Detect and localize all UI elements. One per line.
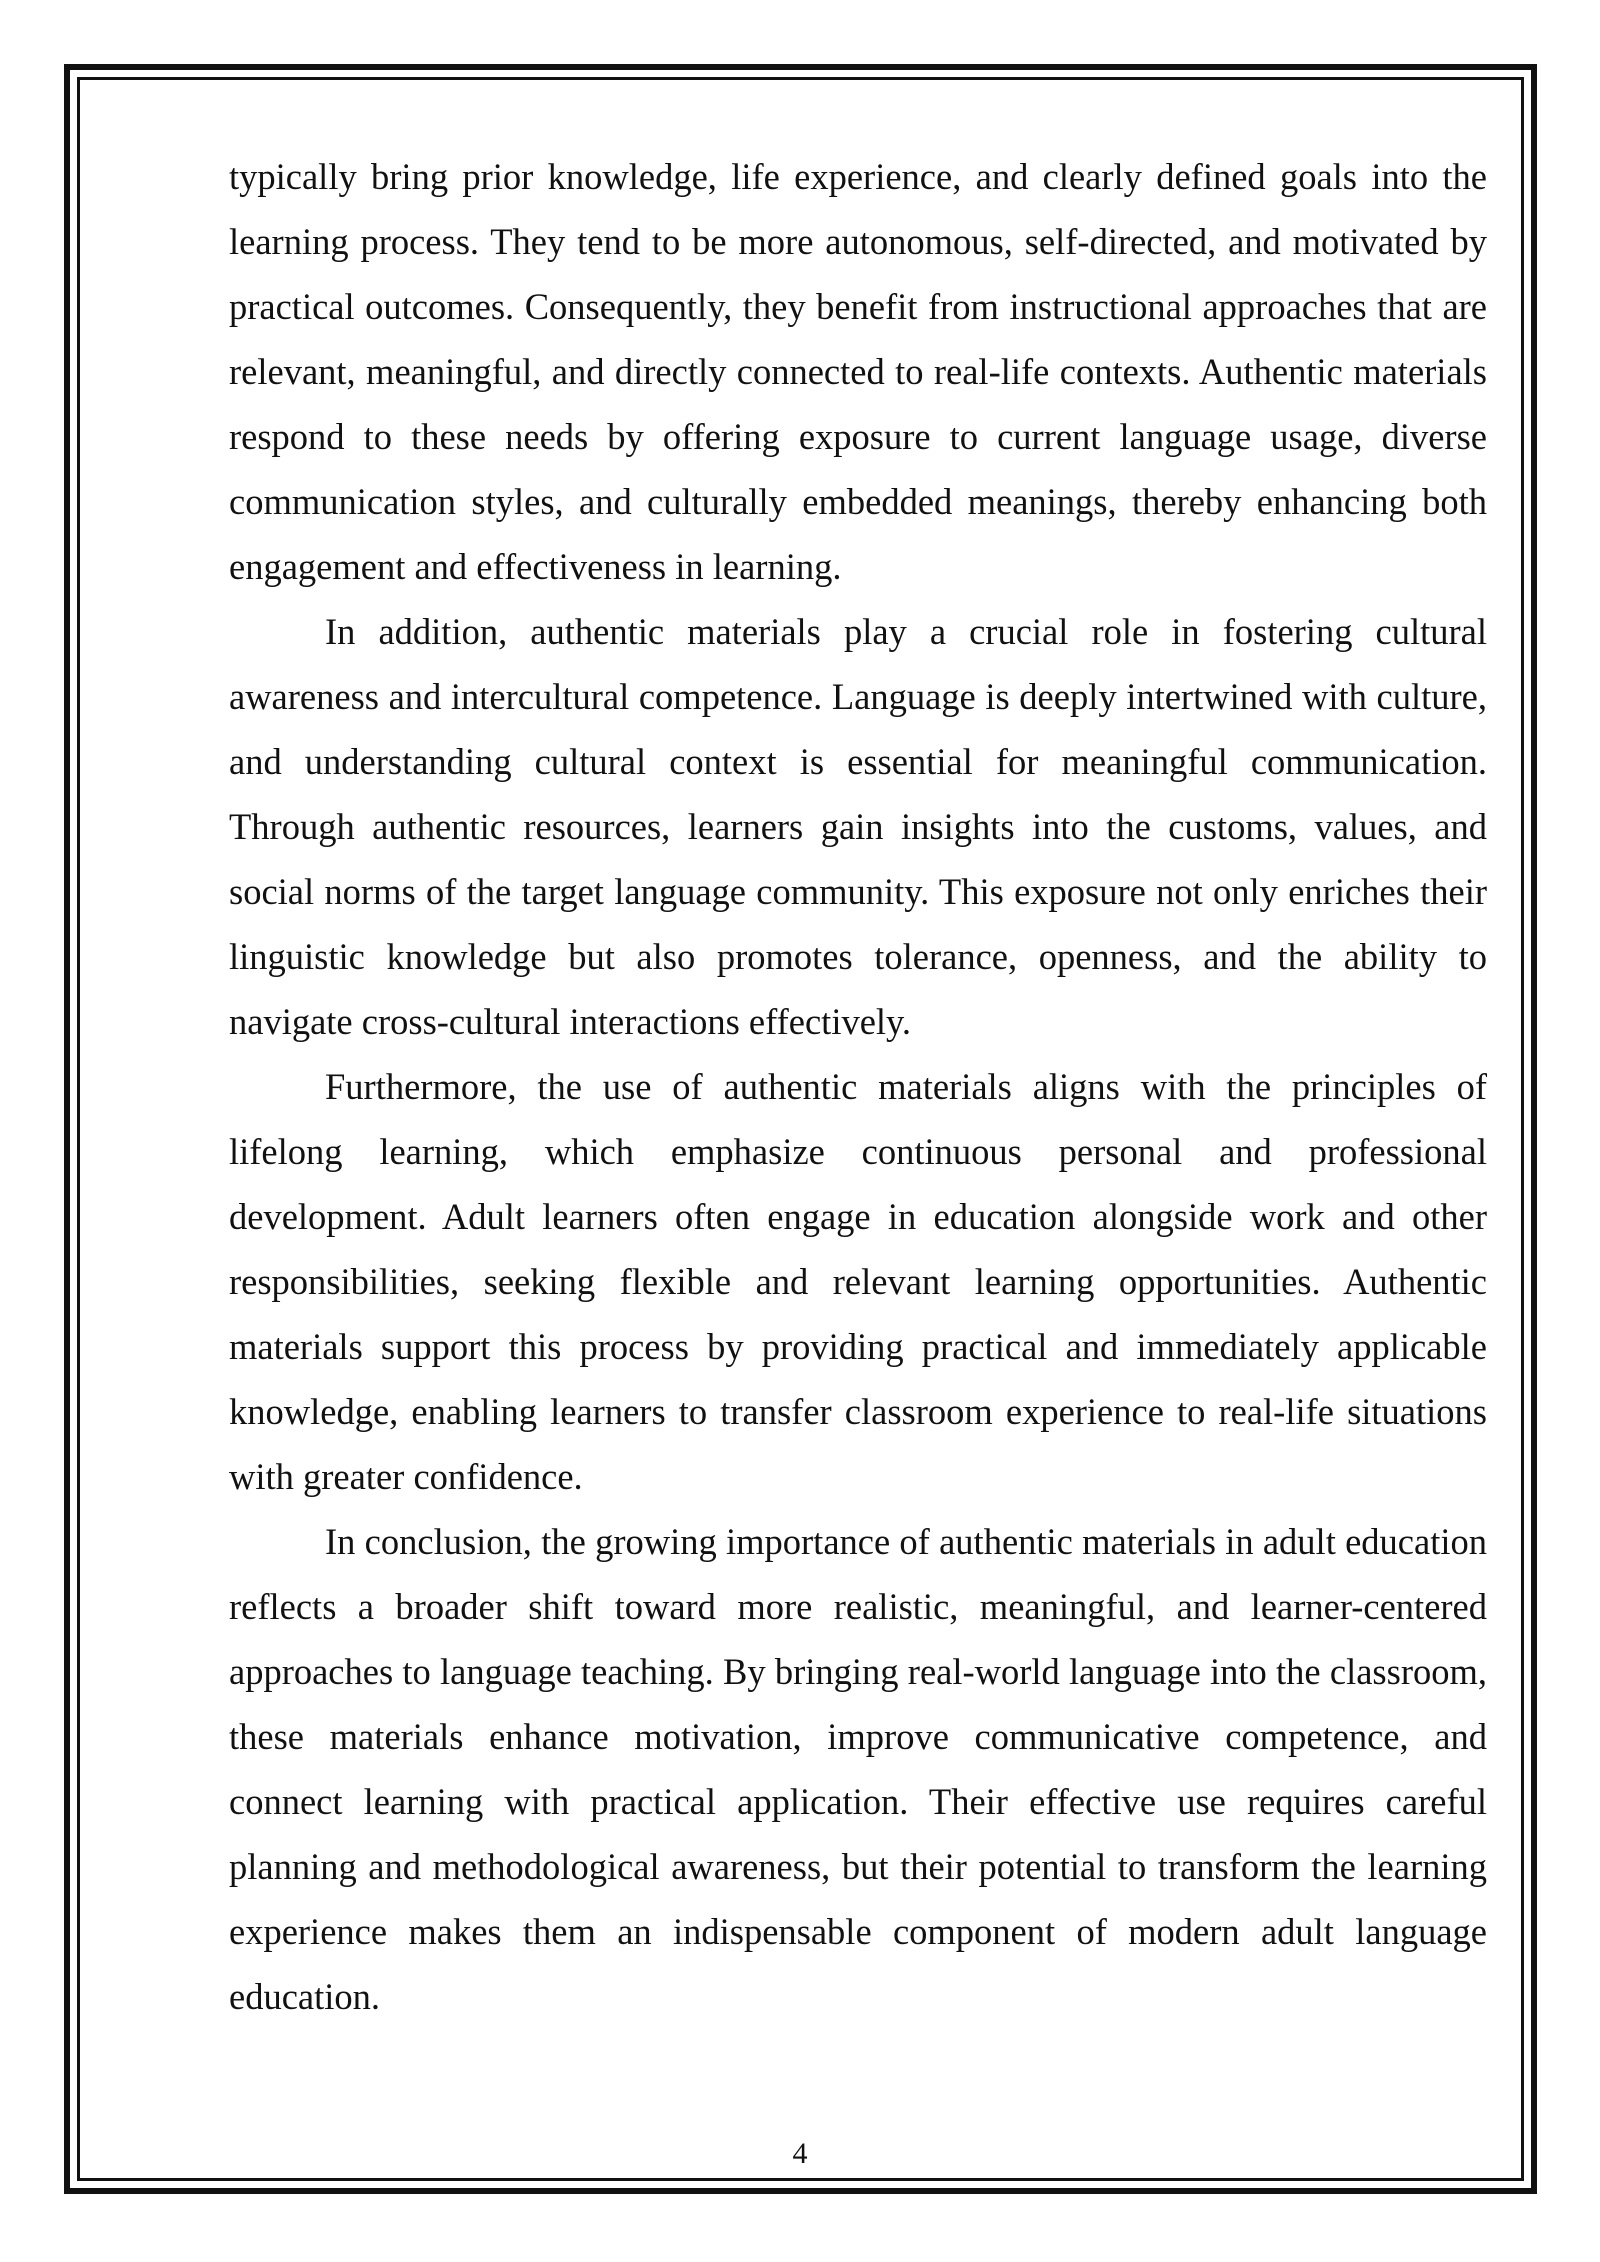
body-text — [229, 144, 1487, 2029]
paragraph-conclusion: In conclusion, the growing importance of authentic materials in adult education reflects a broader shift toward more realistic, meaningful, and learner-centered approaches to language teaching. By bringing real-world language into the classroom, these materials enhance motivation, improve communicative competence, and connect learning with practical application. Their effective use requires careful planning and methodological awareness, but their potential to transform the learning experience makes them an indispensable component of modern adult language education. — [229, 1521, 1487, 2017]
paragraph-continuation: typically bring prior knowledge, life experience, and clearly defined goals into the learning process. They tend to be more autonomous, self-directed, and motivated by practical outcomes. Consequently, they benefit from instructional approaches that are relevant, meaningful, and directly connected to real-life contexts. Authentic materials respond to these needs by offering exposure to current language usage, diverse communication styles, and culturally embedded meanings, thereby enhancing both engagement and effectiveness in learning. — [229, 156, 1487, 587]
page-number: 4 — [792, 2137, 808, 2170]
paragraph-lifelong-learning: Furthermore, the use of authentic materials aligns with the principles of lifelong learning, which emphasize continuous personal and professional development. Adult learners often engage in education alongside work and other responsibilities, seeking flexible and relevant learning opportunities. Authentic materials support this process by providing practical and immediately applicable knowledge, enabling learners to transfer classroom experience to real-life situations with greater confidence. — [229, 1066, 1487, 1497]
paragraph-cultural-awareness: In addition, authentic materials play a crucial role in fostering cultural awareness and intercultural competence. Language is deeply intertwined with culture, and understanding cultural context is essential for meaningful communication. Through authentic resources, learners gain insights into the customs, values, and social norms of the target language community. This exposure not only enriches their linguistic knowledge but also promotes tolerance, openness, and the ability to navigate cross-cultural interactions effectively. — [229, 611, 1487, 1042]
